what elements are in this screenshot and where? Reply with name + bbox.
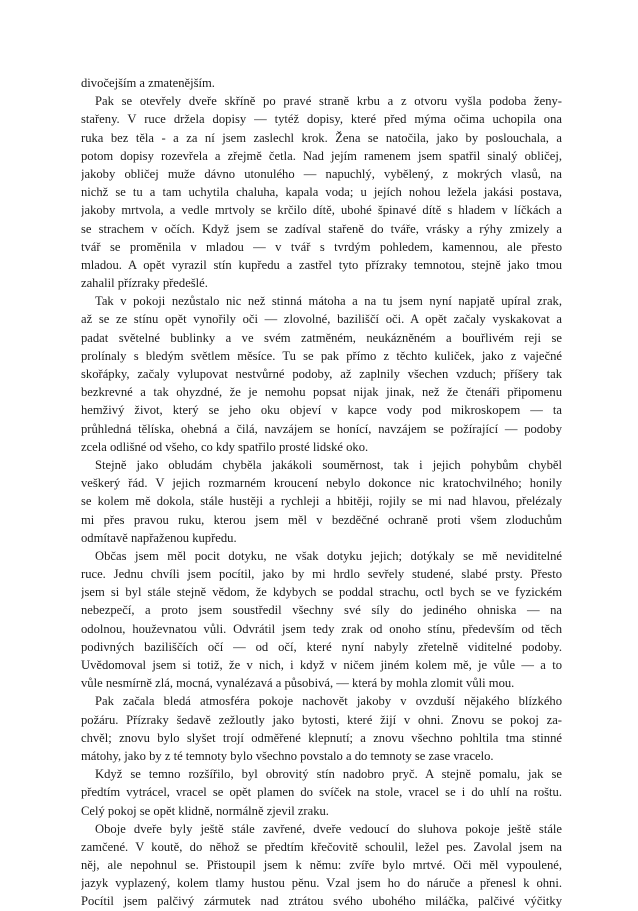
- text-line: Tak v pokoji nezůstalo nic než stinná mátoha a na tu jsem nyní napjatě upíral zrak,: [95, 294, 562, 309]
- text-line: nichž se tu a tam uchytila chaluha, kapala voda; u jejích nohou ležela jakási postava,: [81, 185, 562, 200]
- text-line: podivných baziliščích očí — od očí, které nyní nabyly zřetelně viditelné podoby.: [81, 639, 562, 654]
- text-line: až se ze stínu opět vynořily oči — zlovolné, baziliščí oči. A opět začaly vyskakovat a: [81, 312, 562, 327]
- text-line: Oboje dveře byly ještě stále zavřené, dveře vedoucí do sluhova pokoje ještě stále: [95, 821, 562, 836]
- text-line: zamčené. V koutě, do něhož se předtím křečovitě schoulil, ležel pes. Zavolal jsem na: [81, 839, 562, 854]
- text-line: jakoby obličej muže dávno utonulého — napuchlý, vybělený, z mokrých vlasů, na: [81, 166, 562, 181]
- text-line: ruka bez těla - a za ní jsem zaslechl krok. Žena se natočila, jako by poslouchala, a: [81, 130, 562, 145]
- text-line: Pak se otevřely dveře skříně po pravé straně krbu a z otvoru vyšla podoba ženy-: [95, 94, 562, 109]
- text-line: chvěl; znovu bylo slyšet trojí odměřené klepnutí; a znovu všechno pohltila tma stinné: [81, 730, 562, 745]
- text-line: zcela odlišné od všeho, co kdy spatřilo prosté lidské oko.: [81, 439, 369, 454]
- text-line: Pocítil jsem palčivý zármutek nad ztrátou svého ubohého miláčka, palčivé výčitky: [81, 894, 562, 909]
- text-line: se strachem v očích. Když jsem se zadíval stařeně do tváře, vrásky a rýhy zmizely a: [81, 221, 562, 236]
- text-line: mátohy, jako by z té temnoty bylo všechno povstalo a do temnoty se zase vracelo.: [81, 748, 494, 763]
- text-line: tvář se proměnila v mladou — v tvář s tvrdým pohledem, kamennou, ale přesto: [81, 239, 562, 254]
- text-line: potom dopisy rozevřela a zřejmě četla. Nad jejím ramenem jsem spatřil sinalý obličej,: [81, 148, 562, 163]
- text-line: něj, ale nepohnul se. Přistoupil jsem k němu: zvíře bylo mrtvé. Oči měl vypoulené,: [81, 858, 562, 873]
- text-line: Občas jsem měl pocit dotyku, ne však dotyku jejich; dotýkaly se mě neviditelné: [95, 548, 562, 563]
- document-page: [81, 74, 562, 911]
- text-line: jsem si byl stále stejně vědom, že kdybych se poddal strachu, octl bych se ve fyzickém: [81, 585, 562, 600]
- text-line: hemživý život, který se jeho oku objeví v kapce vody pod mikroskopem — ta: [81, 403, 562, 418]
- text-line: stařeny. V ruce držela dopisy — tytéž dopisy, které před mýma očima uchopila ona: [81, 112, 562, 127]
- text-line: ruce. Jednu chvíli jsem pocítil, jako by mi hrdlo sevřely studené, slabé prsty. Přesto: [81, 567, 562, 582]
- text-line: zahalil přízraky předešlé.: [81, 276, 208, 291]
- text-line: jazyk vyplazený, kolem tlamy hustou pěnu. Vzal jsem ho do náruče a přenesl k ohni.: [81, 876, 562, 891]
- text-line: Stejně jako obludám chyběla jakákoli souměrnost, tak i jejich pohybům chyběl: [95, 457, 562, 472]
- text-line: veškerý řád. V jejich rozmarném kroucení nebylo dokonce nic kratochvilného; honily: [81, 476, 562, 491]
- text-line: Když se temno rozšířilo, byl obrovitý stín nadobro pryč. A stejně pomalu, jak se: [95, 767, 562, 782]
- text-line: skořápky, začaly vylupovat nestvůrné podoby, až zaplnily všechen vzduch; příšery tak: [81, 367, 562, 381]
- text-line: předtím vytrácel, vracel se opět plamen do svíček na stole, vracel se i do uhlí na roštu.: [81, 785, 562, 800]
- text-line: odolnou, houževnatou vůli. Odvrátil jsem tedy zrak od onoho stínu, především od těch: [81, 621, 562, 636]
- text-line: průhledná tělíska, ohebná a čilá, navzájem se honící, navzájem se požírající — podoby: [81, 421, 562, 436]
- text-line: vůle nesmírně zlá, mocná, vynalézavá a působivá, — která by mohla zlomit vůli mou.: [81, 676, 515, 691]
- text-line: požáru. Přízraky šedavě zežloutly jako bytosti, které žijí v ohni. Znovu se pokoj za-: [81, 712, 562, 727]
- text-line: Pak začala bledá atmosféra pokoje nachovět jakoby v ovzduší nějakého blízkého: [95, 694, 562, 709]
- text-line: odmítavě napřaženou kupředu.: [81, 530, 237, 545]
- text-line: mi přes pravou ruku, kterou jsem měl v bezděčné ochraně proti všem zloduchům: [81, 512, 562, 527]
- text-line: bezkrevné a tak ohyzdné, že je nemohu popsat nijak jinak, než že čtenáři připomenu: [81, 385, 562, 400]
- text-line: Uvědomoval jsem si totiž, že v nich, i když v ničem jiném kolem mě, je vůle — a to: [81, 658, 562, 672]
- text-line: se kolem mě dokola, stále hustěji a rychleji a hbitěji, rojily se mi nad hlavou, přelézaly: [81, 494, 562, 509]
- text-line: padat světelné bublinky a ve svém zatměném, neukázněném a bouřlivém reji se: [81, 330, 562, 345]
- text-line: divočejším a zmatenějším.: [81, 76, 215, 90]
- text-line: prolínaly s bledým světlem měsíce. Tu se pak přímo z těchto kuliček, jako z vaječné: [81, 348, 562, 363]
- text-line: Celý pokoj se opět klidně, normálně zjevil zraku.: [81, 803, 329, 818]
- text-line: nebezpečí, a proto jsem soustředil všechny své síly do jediného ohniska — na: [81, 603, 562, 618]
- text-line: mladou. A opět vyrazil stín kupředu a zastřel tyto přízraky temnotou, stejně jako tmou: [81, 257, 562, 272]
- text-line: jakoby mrtvola, a vedle mrtvoly se krčilo dítě, ubohé špinavé dítě s hladem v líčkách a: [81, 203, 562, 218]
